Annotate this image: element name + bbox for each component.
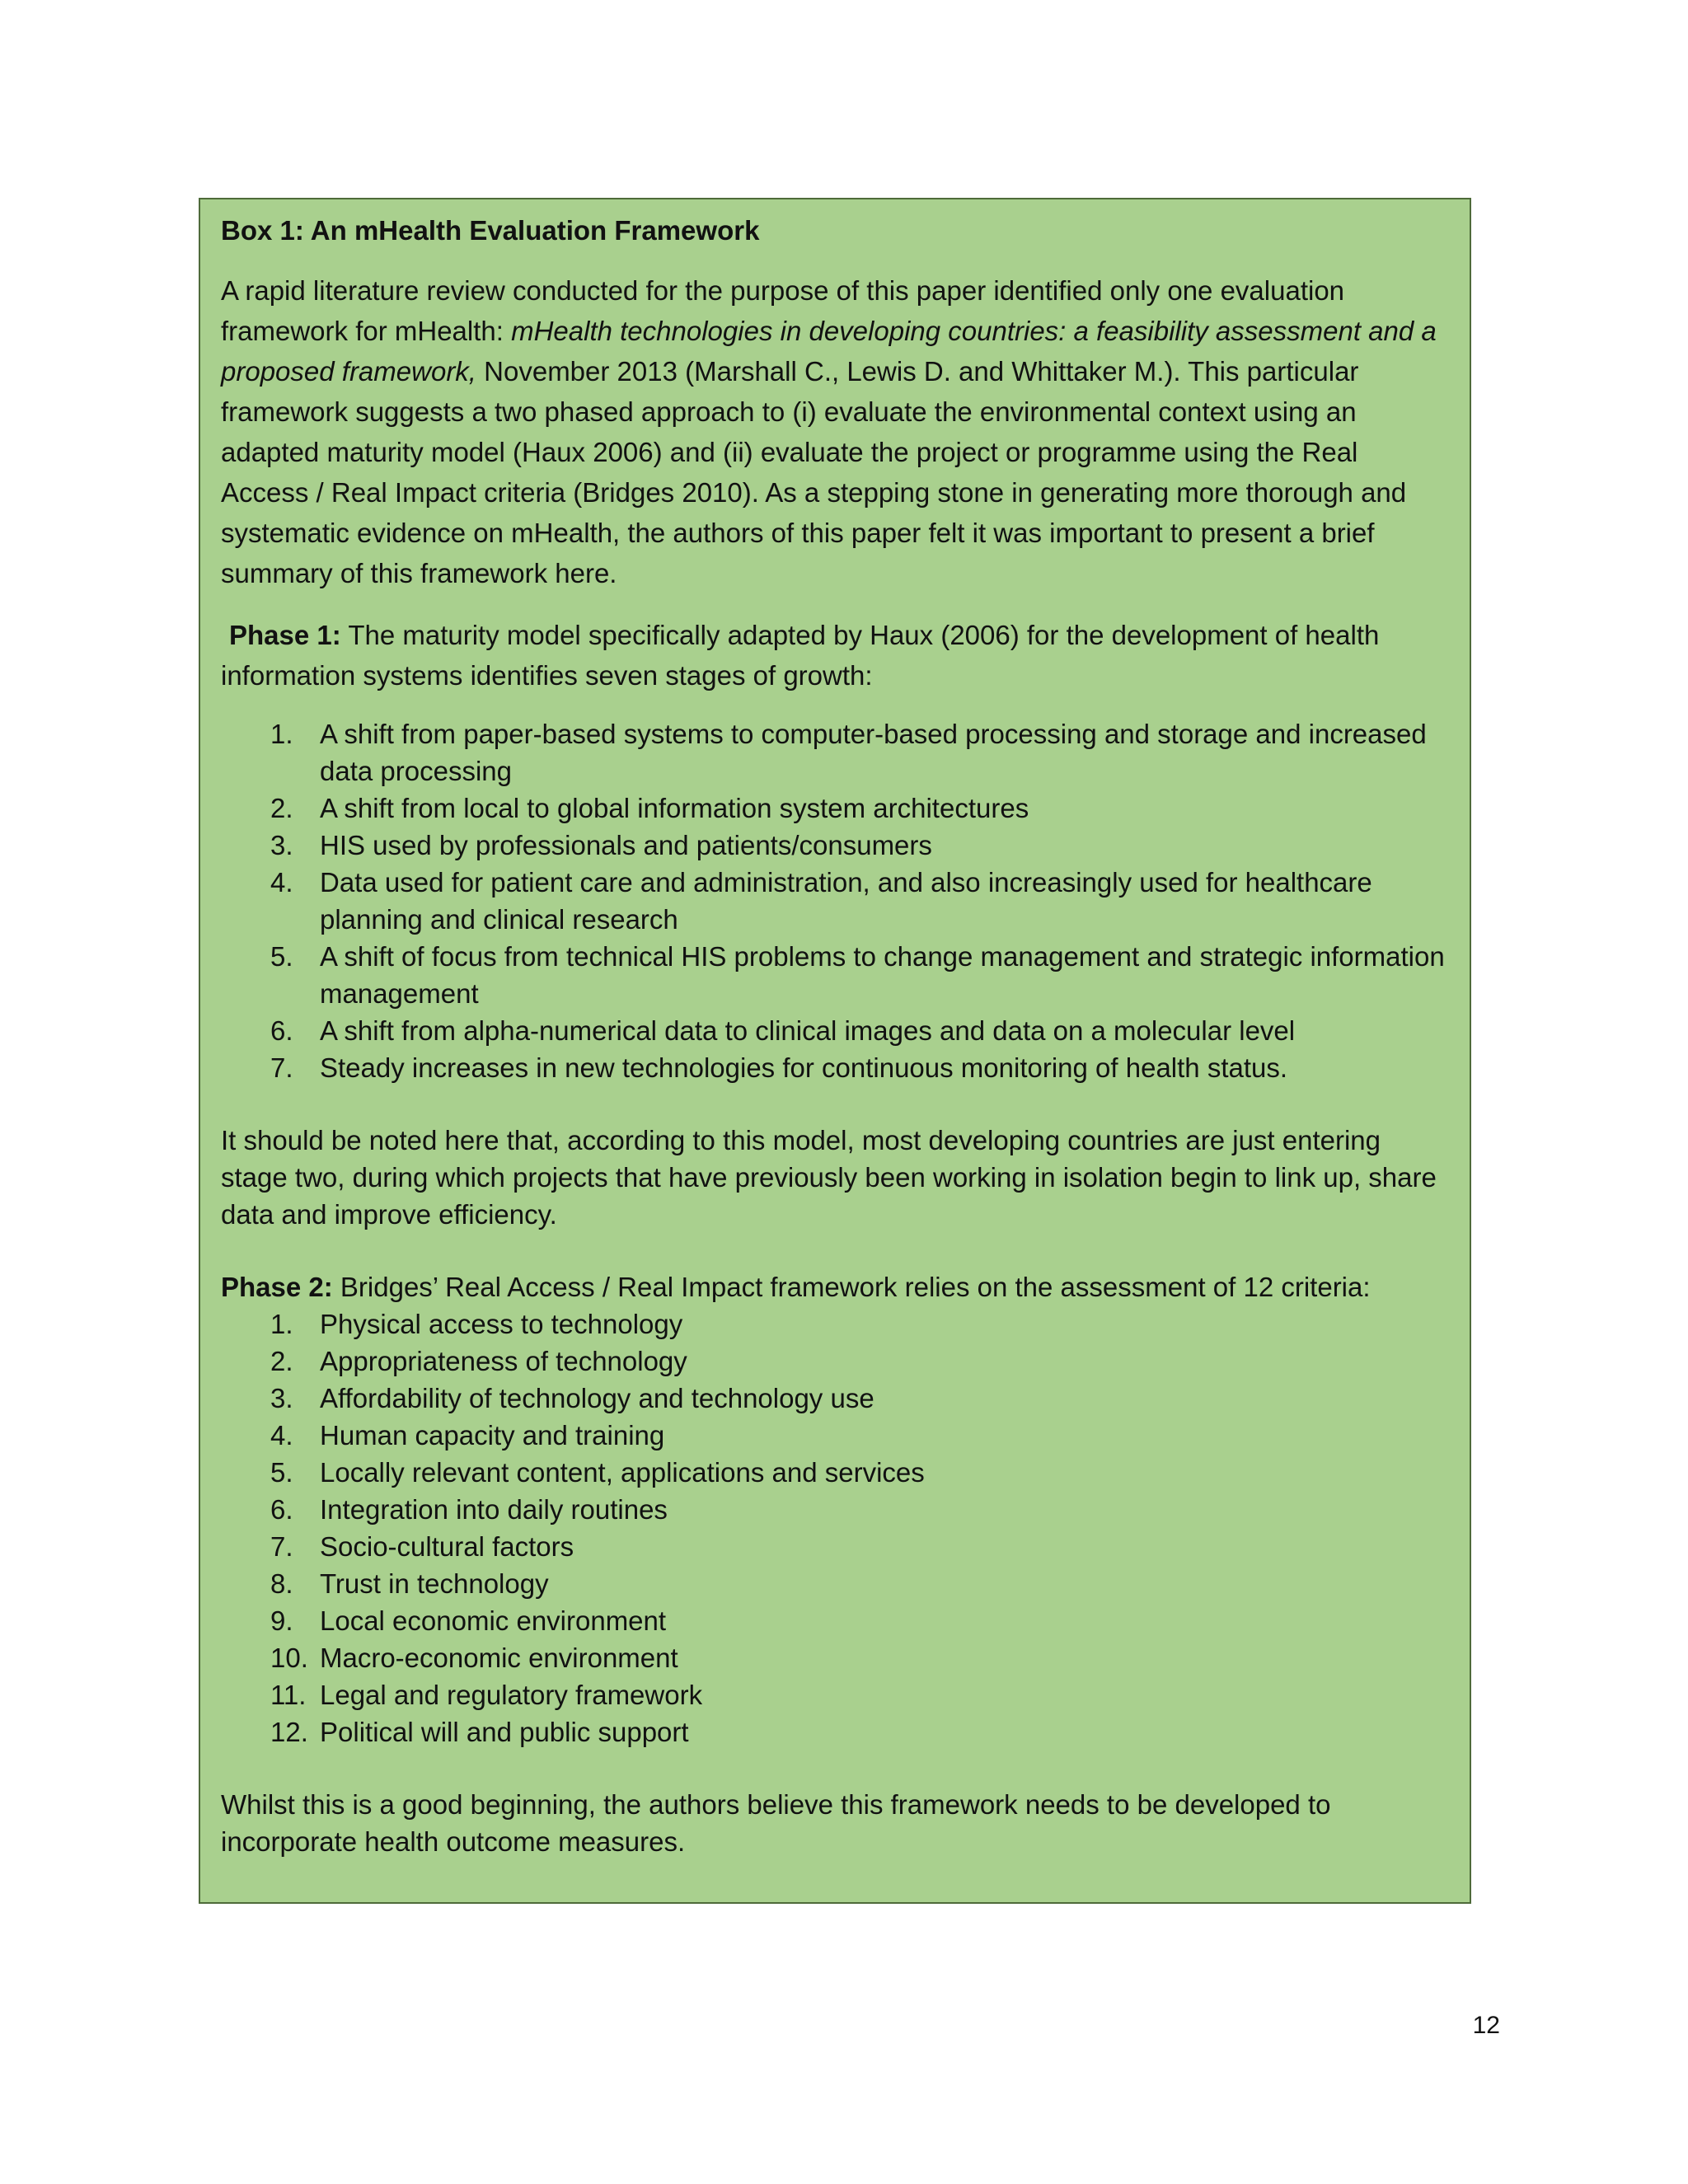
list-item-text: Legal and regulatory framework [320,1680,703,1710]
list-item-number: 8. [270,1568,293,1599]
list-item-number: 6. [270,1494,293,1525]
list-item [221,1565,1448,1602]
phase2-paragraph [221,1268,1448,1305]
list-item [221,1602,1448,1639]
list-item [221,1417,1448,1454]
list-item-number: 4. [270,867,293,898]
intro-paragraph [221,270,1448,593]
list-item-text: A shift from alpha-numerical data to clinical images and data on a molecular level [320,1015,1296,1046]
list-item [221,1528,1448,1565]
list-item [221,1305,1448,1343]
list-item [221,1012,1448,1049]
list-item-text: A shift from paper-based systems to computer-based processing and storage and increased data processing [320,719,1427,786]
list-item-number: 11. [270,1680,307,1710]
list-item-text: Locally relevant content, applications and services [320,1457,925,1488]
list-item-number: 6. [270,1015,293,1046]
list-item-text: Macro-economic environment [320,1643,678,1673]
list-item-number: 10. [270,1643,308,1673]
list-item-number: 3. [270,830,293,860]
evaluation-framework-box [199,198,1471,1904]
list-item [221,1676,1448,1713]
phase1-paragraph [221,615,1448,696]
list-item-text: A shift from local to global information system architectures [320,793,1029,823]
list-item-text: HIS used by professionals and patients/consumers [320,830,932,860]
list-item [221,1380,1448,1417]
closing-paragraph: Whilst this is a good beginning, the authors believe this framework needs to be developed to incorporate health outcome measures. [221,1789,1331,1857]
list-item-number: 9. [270,1605,293,1636]
list-item-text: Data used for patient care and administration, and also increasingly used for healthcare planning and clinical research [320,867,1372,935]
list-item-text: Political will and public support [320,1717,689,1747]
list-item-number: 1. [270,719,293,749]
phase1-text: The maturity model specifically adapted by Haux (2006) for the development of health information systems identifies seven stages of growth: [221,620,1380,691]
list-item [221,938,1448,1012]
list-item-text: Physical access to technology [320,1309,683,1339]
list-item [221,1639,1448,1676]
list-item [221,1049,1448,1086]
list-item-number: 7. [270,1531,293,1562]
list-item-number: 5. [270,1457,293,1488]
page-number: 12 [1472,2012,1500,2039]
list-item [221,715,1448,790]
list-item-text: Trust in technology [320,1568,549,1599]
phase1-list [221,715,1448,1086]
phase1-label: Phase 1: [229,620,341,650]
list-item [221,827,1448,864]
list-item [221,790,1448,827]
list-item-number: 2. [270,793,293,823]
intro-text-after: November 2013 (Marshall C., Lewis D. and Whittaker M.). This particular framework suggests a two phased approach to (i) evaluate the environmental context using an adapted maturity model (Haux 2006) and (ii) evaluate the project or programme using the Real Access / Real Impact criteria (Bridges 2010). As a stepping stone in generating more thorough and systematic evidence on mHealth, the authors of this paper felt it was important to present a brief summary of this framework here. [221,356,1407,588]
list-item-text: Integration into daily routines [320,1494,668,1525]
phase2-text: Bridges’ Real Access / Real Impact framework relies on the assessment of 12 criteria: [332,1272,1371,1302]
list-item [221,1454,1448,1491]
list-item-text: Local economic environment [320,1605,667,1636]
phase2-list [221,1305,1448,1750]
list-item-text: Affordability of technology and technology use [320,1383,874,1413]
noted-paragraph: It should be noted here that, according to this model, most developing countries are just entering stage two, during which projects that have previously been working in isolation begin to link up, share data and improve efficiency. [221,1125,1437,1230]
list-item-number: 2. [270,1346,293,1376]
list-item-number: 5. [270,941,293,972]
list-item-text: A shift of focus from technical HIS problems to change management and strategic information management [320,941,1445,1009]
list-item [221,1491,1448,1528]
list-item-number: 1. [270,1309,293,1339]
intro-citation-title: mHealth technologies in developing countries: a feasibility assessment and a proposed framework, [221,316,1437,387]
list-item-text: Steady increases in new technologies for continuous monitoring of health status. [320,1052,1288,1083]
list-item-number: 3. [270,1383,293,1413]
list-item [221,864,1448,938]
list-item-number: 7. [270,1052,293,1083]
list-item [221,1713,1448,1750]
list-item-number: 12. [270,1717,308,1747]
intro-text-before: A rapid literature review conducted for the purpose of this paper identified only one evaluation framework for mHealth: [221,275,1345,346]
list-item [221,1343,1448,1380]
list-item-text: Human capacity and training [320,1420,665,1451]
phase2-label: Phase 2: [221,1272,333,1302]
list-item-number: 4. [270,1420,293,1451]
list-item-text: Appropriateness of technology [320,1346,687,1376]
list-item-text: Socio-cultural factors [320,1531,574,1562]
box-title: Box 1: An mHealth Evaluation Framework [221,215,760,246]
